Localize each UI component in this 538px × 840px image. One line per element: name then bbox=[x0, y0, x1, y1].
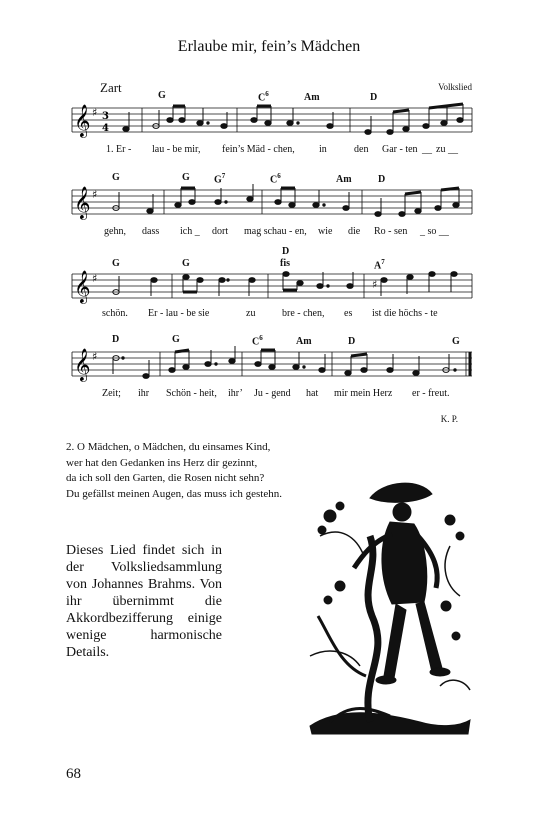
verse-line: 2. O Mädchen, o Mädchen, du einsames Kind, bbox=[66, 441, 271, 453]
lyric: 1. Er - bbox=[106, 144, 132, 155]
chord-symbol: D bbox=[282, 246, 290, 257]
svg-text:♯: ♯ bbox=[92, 188, 98, 201]
song-title: Erlaube mir, fein’s Mädchen bbox=[177, 38, 361, 55]
chord-symbol: Am bbox=[336, 174, 352, 185]
lyric: wie bbox=[318, 226, 333, 237]
lyric: bre - chen, bbox=[282, 308, 325, 319]
chord-symbol: G bbox=[112, 172, 120, 183]
chord-symbol: $C^6$ bbox=[270, 172, 281, 186]
lyric: ich _ bbox=[180, 226, 200, 237]
page-number: 68 bbox=[66, 766, 81, 782]
music-system-1 bbox=[72, 90, 472, 170]
svg-text:3: 3 bbox=[102, 111, 109, 122]
gardener-illustration bbox=[300, 476, 476, 738]
svg-text:𝄞: 𝄞 bbox=[74, 270, 91, 303]
verse-2 bbox=[66, 440, 282, 502]
chord-symbol: G bbox=[172, 334, 180, 345]
svg-text:𝄞: 𝄞 bbox=[74, 186, 91, 219]
song-source: Volkslied bbox=[438, 82, 472, 92]
svg-text:4: 4 bbox=[102, 123, 109, 134]
chord-symbol: G bbox=[182, 258, 190, 269]
chord-symbol: G bbox=[182, 172, 190, 183]
chord-symbol: $C^6$ bbox=[258, 90, 269, 104]
svg-text:♯: ♯ bbox=[92, 106, 98, 119]
lyric: mag schau - en, bbox=[244, 226, 307, 237]
lyric: den bbox=[354, 144, 369, 155]
chord-symbol: fis bbox=[280, 258, 290, 269]
chord-symbol: Am bbox=[296, 336, 312, 347]
music-system-3 bbox=[72, 246, 472, 326]
lyric: Ro - sen bbox=[374, 226, 408, 237]
editorial-note: Dieses Lied findet sich in der Volksliedsammlung von Johannes Brahms. Von ihr übernimmt die Akkordbezifferung einige wenige harmonische Details. bbox=[66, 543, 222, 660]
lyric: hat bbox=[306, 388, 319, 399]
verse-line: da ich soll den Garten, die Rosen nicht sehn? bbox=[66, 472, 265, 484]
lyric: Er - lau - be sie bbox=[148, 308, 210, 319]
lyric: dort bbox=[212, 226, 229, 237]
lyric: Schön - heit, bbox=[166, 388, 217, 399]
svg-text:♯: ♯ bbox=[92, 272, 98, 285]
lyric: zu __ bbox=[436, 144, 458, 155]
lyric: lau - be mir, bbox=[152, 144, 201, 155]
lyric: Zeit; bbox=[102, 388, 121, 399]
verse-line: Du gefällst meinen Augen, das muss ich gestehn. bbox=[66, 487, 282, 500]
chord-symbol: $A^7$ bbox=[374, 258, 385, 272]
chord-symbol: $C^6$ bbox=[252, 334, 263, 348]
lyric: dass bbox=[142, 226, 160, 237]
author-initials: K. P. bbox=[440, 414, 458, 424]
lyric: ihr’ bbox=[228, 388, 243, 399]
svg-text:♯: ♯ bbox=[372, 278, 378, 291]
chord-symbol: D bbox=[378, 174, 386, 185]
lyric: _ so __ bbox=[420, 226, 449, 237]
lyric: mir mein Herz bbox=[334, 388, 393, 399]
chord-symbol: G bbox=[158, 90, 166, 101]
lyric: in bbox=[319, 144, 327, 155]
lyric: er - freut. bbox=[412, 388, 450, 399]
lyric: gehn, bbox=[104, 226, 126, 237]
chord-symbol: G bbox=[112, 258, 120, 269]
lyric: Ju - gend bbox=[254, 388, 291, 399]
tempo-marking: Zart bbox=[100, 80, 122, 95]
music-system-2 bbox=[72, 172, 472, 252]
chord-symbol: D bbox=[370, 92, 378, 103]
music-system-4 bbox=[72, 334, 472, 414]
lyric: ist die höchs - te bbox=[372, 308, 438, 319]
lyric: zu bbox=[246, 308, 256, 319]
lyric: Gar - ten bbox=[382, 144, 418, 155]
chord-symbol: G bbox=[452, 336, 460, 347]
lyric: schön. bbox=[102, 308, 128, 319]
lyric: ihr bbox=[138, 388, 150, 399]
lyric: es bbox=[344, 308, 353, 319]
chord-symbol: D bbox=[348, 336, 356, 347]
verse-line: wer hat den Gedanken ins Herz dir gezinnt, bbox=[66, 456, 258, 469]
lyric: die bbox=[348, 226, 361, 237]
lyric: fein’s Mäd - chen, bbox=[222, 144, 295, 155]
svg-text:♯: ♯ bbox=[92, 350, 98, 363]
chord-symbol: $G^7$ bbox=[214, 172, 226, 186]
lyric: __ bbox=[422, 144, 432, 155]
chord-symbol: Am bbox=[304, 92, 320, 103]
chord-symbol: D bbox=[112, 334, 120, 345]
svg-text:𝄞: 𝄞 bbox=[74, 104, 91, 137]
svg-text:𝄞: 𝄞 bbox=[74, 348, 91, 381]
